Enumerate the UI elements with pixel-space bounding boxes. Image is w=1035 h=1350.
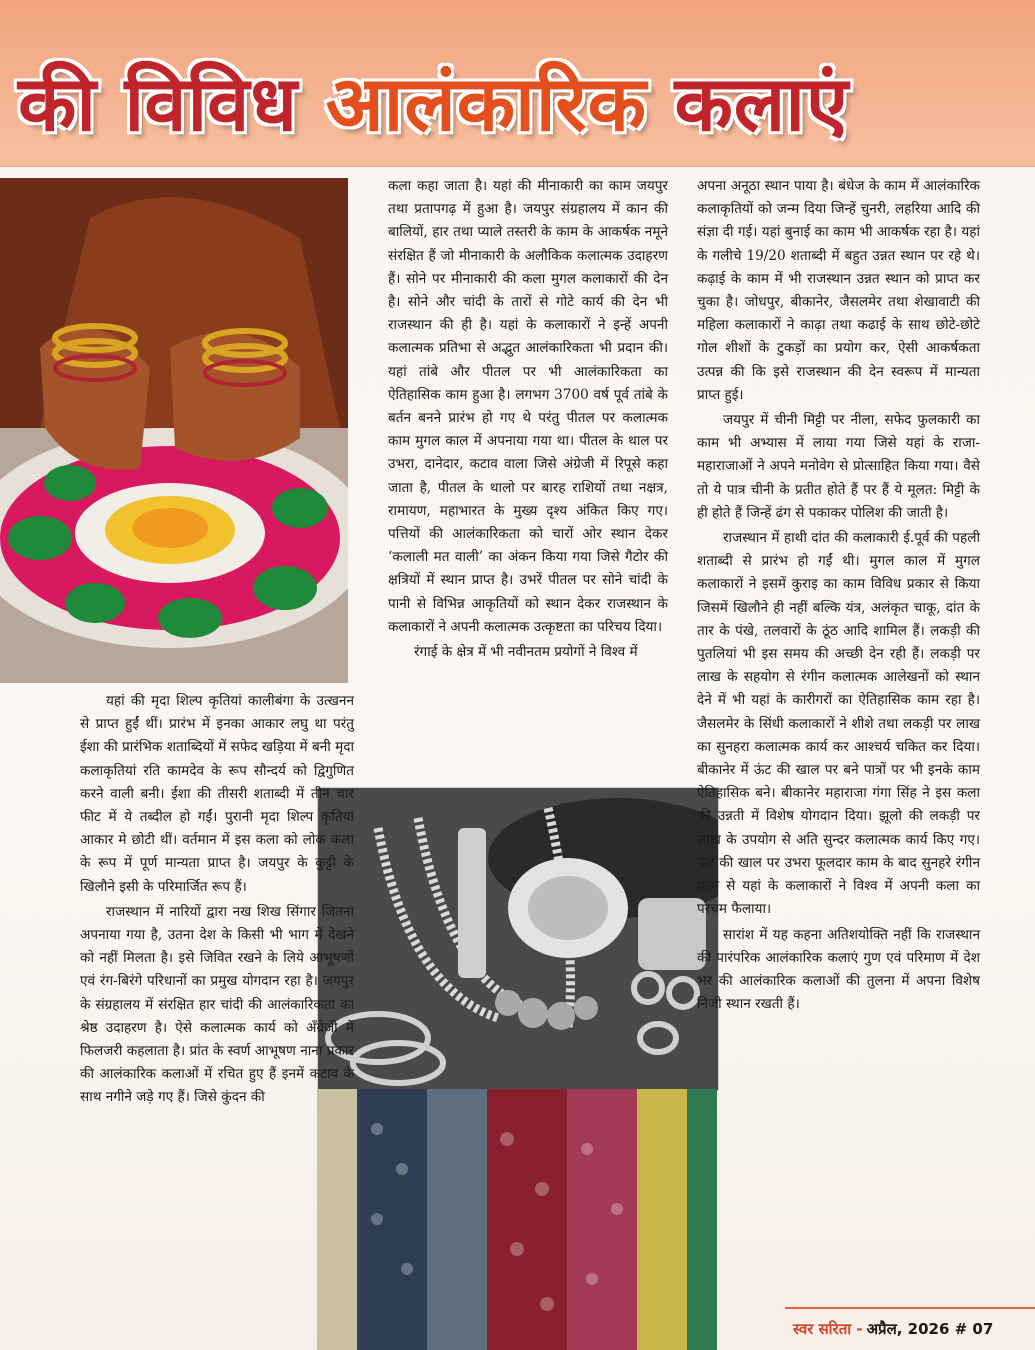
paragraph: जयपुर में चीनी मिट्टी पर नीला, सफेद फुलकारी का काम भी अभ्यास में लाया गया जिसे यहां के राजा-महाराजाओं ने अपने मनोवेग से प्रोत्साहित किया गया। वैसे तो ये पात्र चीनी के प्रतीत होते हैं पर हैं ये मूलत: मिट्टी के ही होते हैं जिन्हें ढंग से पकाकर पोलिश की जाती है। bbox=[697, 412, 980, 521]
fabrics-illustration bbox=[317, 1089, 717, 1350]
paragraph: कला कहा जाता है। यहां की मीनाकारी का काम जयपुर तथा प्रतापगढ़ में हुआ है। जयपुर संग्रहालय में कान की बालियों, हार तथा प्याले तस्तरी के काम के आकर्षक नमूने संरक्षित हैं जो मीनाकारी के अलौकिक कलात्मक उदाहरण हैं। सोने पर मीनाकारी की कला मुगल कलाकारों की देन है। सोने और चांदी के तारों से गोटे कार्य की देन भी राजस्थान की ही है। यहां के कलाकारों ने इन्हें अपनी कलात्मक प्रतिभा से अद्भुत आलंकारिकता भी प्रदान की। यहां तांबे और पीतल पर भी आलंकारिकता का ऐतिहासिक काम हुआ है। लगभग 3700 वर्ष पूर्व तांबे के बर्तन बनने प्रारंभ हो गए थे परंतु पीतल पर कलात्मक काम मुगल काल में अपनाया गया था। पीतल के थाल पर उभरा, दानेदार, कटाव वाला जिसे अंग्रेजी में रिपूसे कहा जाता है, पीतल के थालो पर बारह राशियों तथा नक्षत्र, रामायण, महाभारत के मुख्य दृश्य अंकित किए गए। पत्तियों की आलंकारिकता को चारों ओर स्थान देकर ‘कलाली मत वाली’ का अंकन किया गया जिसे गैटोर की क्षत्रियों में स्थान प्राप्त है। उभरें पीतल पर सोने चांदी के पानी से विभिन्न आकृतियों को स्थान देकर राजस्थान के कलाकारों ने अपनी कलात्मक उत्कृष्टता का परिचय दिया। bbox=[388, 178, 668, 635]
title-part-2: आलंकारिक bbox=[325, 59, 647, 148]
silver-jewellery-photo bbox=[317, 787, 719, 1091]
text-column-3 bbox=[697, 175, 980, 1016]
paragraph: अपना अनूठा स्थान पाया है। बंधेज के काम में आलंकारिक कलाकृतियों को जन्म दिया जिन्हें चुनरी, लहरिया आदि की संज्ञा दी गई। यहां बुनाई का काम भी आकर्षक रहा है। यहां के गलीचे 19/20 शताब्दी में बहुत उन्नत स्थान पर रहे थे। कढ़ाई के काम में भी राजस्थान उन्नत स्थान को प्राप्त कर चुका है। जोधपुर, बीकानेर, जैसलमेर तथा शेखावाटी की महिला कलाकारों ने काढ़ा तथा कढाई के साथ छोटे-छोटे गोल शीशों के टुकड़ों का प्रयोग कर, ऐसी आकर्षकता उत्पन्न की कि इसे राजस्थान की देन स्वरूप में मान्यता प्राप्त हुई। bbox=[697, 178, 980, 403]
text-column-1 bbox=[80, 690, 354, 1110]
page-header bbox=[0, 0, 1035, 167]
printed-fabrics-photo bbox=[317, 1089, 717, 1350]
paragraph: सारांश में यह कहना अतिशयोक्ति नहीं कि राजस्थान की पारंपरिक आलंकारिक कलाएं गुण एवं परिमाण में देश भर की आलंकारिक कलाओं की तुलना में अपना विशेष निजी स्थान रखती हैं। bbox=[697, 926, 980, 1013]
text-column-2 bbox=[388, 175, 668, 664]
magazine-name: स्वर सरिता - bbox=[793, 1320, 863, 1338]
page-title bbox=[18, 50, 849, 153]
paragraph: रंगाई के क्षेत्र में भी नवीनतम प्रयोगों ने विश्व में bbox=[414, 644, 638, 661]
paragraph: यहां की मृदा शिल्प कृतियां कालीबंगा के उत्खनन से प्राप्त हुईं थीं। प्रारंभ में इनका आकार लघु था परंतु ईशा की प्रारंभिक शताब्दियों में सफेद खड़िया में बनी मृदा कलाकृतियां रति कामदेव के रूप सौन्दर्य को द्विगुणित करने वाली बनी। ईशा की तीसरी शताब्दी में तीन चार फीट में ये तब्दील हो गईं। पुरानी मृदा शिल्प कृतियां आकार मे छोटी थीं। वर्तमान में इस कला को लोक कला के रूप में पूर्ण मान्यता प्राप्त है। जयपुर के कुट्टी के खिलौने इसी के परिमार्जित रूप हैं। bbox=[80, 693, 354, 895]
paragraph: राजस्थान में नारियों द्वारा नख शिख सिंगार जितना अपनाया गया है, उतना देश के किसी भी भाग में देखने को नहीं मिलता है। इसे जिवित रखने के लिये आभूषणों एवं रंग-बिरंगे परिधानों का प्रमुख योगदान रहा है। जयपुर के संग्रहालय में संरक्षित हार चांदी की आलंकारिकता का श्रेष्ठ उदाहरण है। ऐसे कलात्मक कार्य को अँग्रेजी में फिलजरी कहलाता है। प्रांत के स्वर्ण आभूषण नाना प्रकार की आलंकारिक कलाओं में रचित हुए हैं इनमें कटाव के साथ नगीने जड़े गए हैं। जिसे कुंदन की bbox=[80, 903, 354, 1106]
issue-info: अप्रैल, 2026 # 07 bbox=[866, 1320, 994, 1338]
jewellery-illustration bbox=[318, 788, 718, 1090]
paragraph: राजस्थान में हाथी दांत की कलाकारी ई.पूर्व की पहली शताब्दी से प्रारंभ हो गईं थी। मुगल काल में मुगल कलाकारों ने इसमें कुराइ का काम विविध प्रकार से किया जिसमें खिलौने ही नहीं बल्कि यंत्र, अलंकृत चाकू, दांत के तार के पंखे, तलवारों के ठूंठ आदि शामिल हैं। लकड़ी की पुतलियां भी इस समय की अच्छी देन रही हैं। लकड़ी पर लाख के सहयोग से रंगीन कलात्मक आलेखनों को स्थान देने में भी यहां के कारीगरों का ऐतिहासिक काम रहा है। जैसलमेर के सिंधी कलाकारों ने शीशे तथा लकड़ी पर लाख का सुनहरा कलात्मक कार्य कर आश्चर्य चकित कर दिया। बीकानेर में ऊंट की खाल पर बने पात्रों पर भी इनके काम ऐतिहासिक बने। बीकानेर महाराजा गंगा सिंह ने इस कला की उन्नती में विशेष योगदान दिया। झूलो की लकड़ी पर लाख के उपयोग से अति सुन्दर कलात्मक कार्य किए गए। ऊंट की खाल पर उभरा फूलदार काम के बाद सुनहरे रंगीन काम से यहां के कलाकारों ने विश्व में अपनी कला का परचम फैलाया। bbox=[697, 530, 980, 918]
page-footer bbox=[785, 1307, 1035, 1349]
title-part-1: की विविध bbox=[18, 59, 326, 148]
title-part-3: कलाएं bbox=[646, 59, 850, 148]
rangoli-illustration bbox=[0, 178, 348, 683]
rangoli-mehndi-photo bbox=[0, 178, 348, 683]
